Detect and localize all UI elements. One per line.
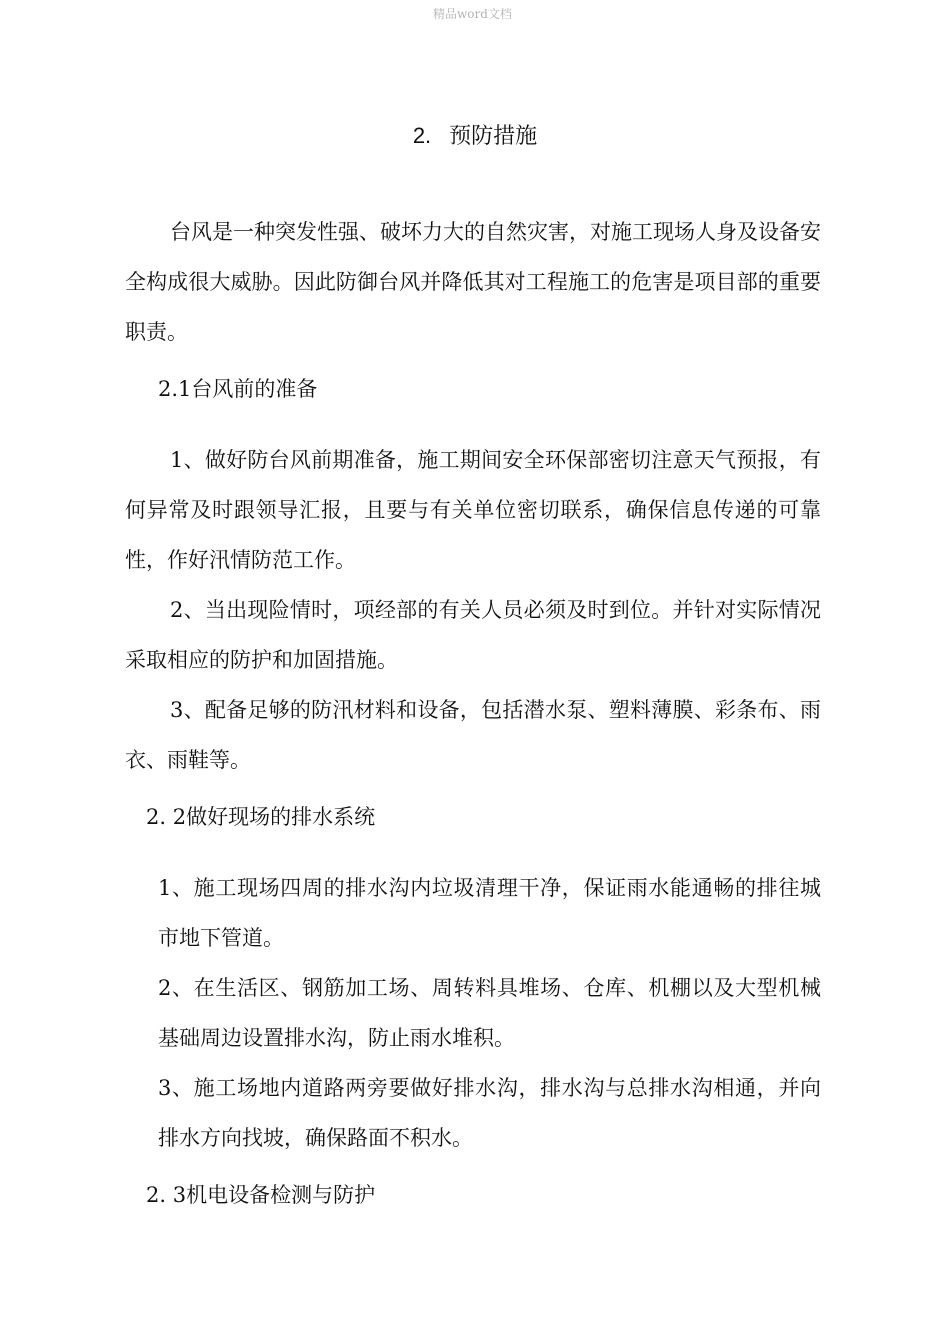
item-text: 施工场地内道路两旁要做好排水沟，排水沟与总排水沟相通，并向排水方向找坡，确保路面不积水。 xyxy=(158,1076,821,1150)
list-item xyxy=(125,435,821,585)
section-title: 台风前的准备 xyxy=(191,377,318,401)
item-text: 施工现场四周的排水沟内垃圾清理干净，保证雨水能通畅的排往城市地下管道。 xyxy=(158,876,821,950)
item-lead: 3、 xyxy=(170,698,205,722)
list-item xyxy=(125,685,821,785)
section-number: 2. 2 xyxy=(146,805,187,829)
section-heading-2-1 xyxy=(158,372,317,406)
section-title: 做好现场的排水系统 xyxy=(186,805,376,829)
item-lead: 1、 xyxy=(158,876,194,900)
watermark-text: 精品word文档 xyxy=(433,7,512,21)
section-number: 2.1 xyxy=(158,377,192,401)
item-lead: 2、 xyxy=(158,976,194,1000)
item-lead: 1、 xyxy=(170,448,205,472)
item-text: 在生活区、钢筋加工场、周转料具堆场、仓库、机棚以及大型机械基础周边设置排水沟，防止雨水堆积。 xyxy=(158,976,821,1050)
item-text: 当出现险情时，项经部的有关人员必须及时到位。并针对实际情况采取相应的防护和加固措施。 xyxy=(125,598,821,672)
section-number: 2. 3 xyxy=(146,1183,187,1207)
list-item xyxy=(158,863,821,963)
list-item xyxy=(158,1063,821,1163)
item-lead: 2、 xyxy=(170,598,205,622)
list-item xyxy=(125,585,821,685)
list-item xyxy=(158,963,821,1063)
title-text: 预防措施 xyxy=(449,124,538,149)
section-title: 机电设备检测与防护 xyxy=(186,1183,376,1207)
section-heading-2-2 xyxy=(146,800,375,834)
item-lead: 3、 xyxy=(158,1076,194,1100)
title-number: 2. xyxy=(412,123,432,148)
item-text: 配备足够的防汛材料和设备，包括潜水泵、塑料薄膜、彩条布、雨衣、雨鞋等。 xyxy=(125,698,821,772)
page-title xyxy=(0,118,950,155)
section-heading-2-3 xyxy=(146,1178,375,1212)
item-text: 做好防台风前期准备，施工期间安全环保部密切注意天气预报，有何异常及时跟领导汇报，且要与有关单位密切联系，确保信息传递的可靠性，作好汛情防范工作。 xyxy=(125,448,821,572)
intro-paragraph: 台风是一种突发性强、破坏力大的自然灾害，对施工现场人身及设备安全构成很大威胁。因此防御台风并降低其对工程施工的危害是项目部的重要职责。 xyxy=(125,220,821,344)
